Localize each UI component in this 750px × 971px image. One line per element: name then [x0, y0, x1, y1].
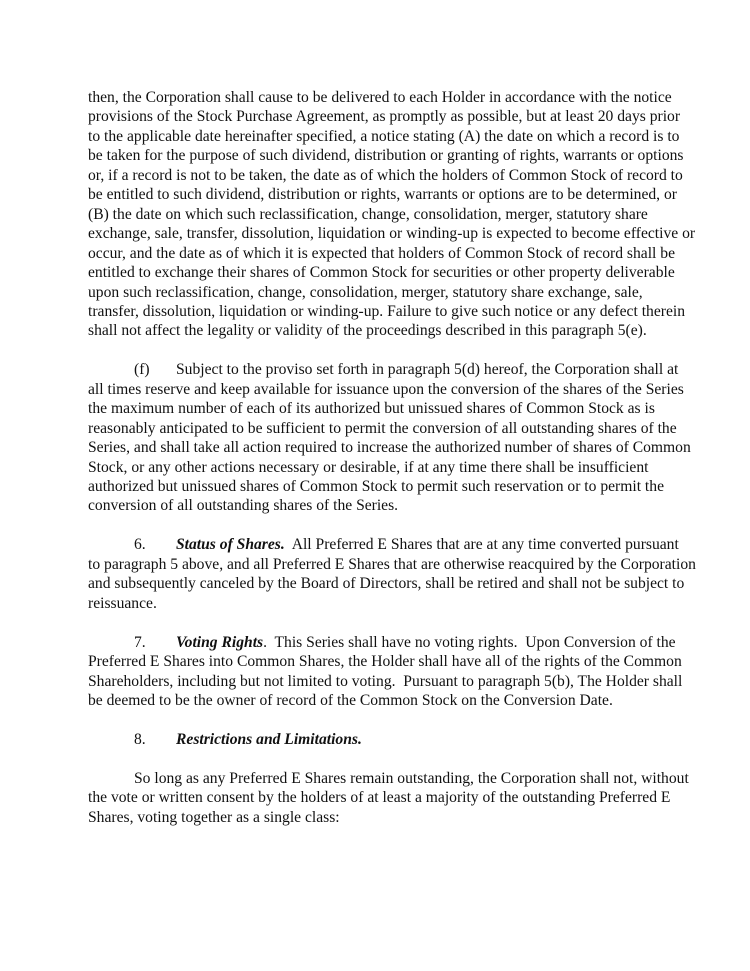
body-text: . This Series shall have no voting rights. Upon Conversion of the: [263, 633, 676, 651]
paragraph-0-line: [88, 205, 648, 224]
body-text: authorized but unissued shares of Common Stock to permit such reservation or to permit the: [88, 478, 664, 495]
body-text: upon such reclassification, change, consolidation, merger, statutory share exchange, sale,: [88, 283, 643, 301]
section-number: (f): [134, 361, 150, 379]
paragraph-5-line: [88, 788, 670, 807]
body-text: be entitled to such dividend, distribution or rights, warrants or options are to be determined, or: [88, 186, 677, 204]
paragraph-3-line: [88, 691, 613, 710]
body-text: Shares, voting together as a single class:: [88, 808, 340, 826]
section-title: Voting Rights: [176, 633, 264, 651]
body-text: occur, and the date as of which it is expected that holders of Common Stock of record shall be: [88, 244, 676, 262]
section-title: Restrictions and Limitations.: [176, 730, 362, 748]
body-text: to the applicable date hereinafter specified, a notice stating (A) the date on which a record is to: [88, 127, 680, 145]
body-text: exchange, sale, transfer, dissolution, liquidation or winding-up is expected to become effective or: [88, 225, 696, 243]
paragraph-1-line: [88, 419, 677, 438]
paragraph-0-line: [88, 321, 647, 340]
body-text: be deemed to be the owner of record of the Common Stock on the Conversion Date.: [88, 691, 613, 709]
paragraph-1-line: [88, 399, 655, 418]
paragraph-1-line: [88, 496, 398, 515]
paragraph-0-line: [88, 107, 680, 126]
section-number: 7.: [134, 633, 146, 651]
body-text: be taken for the purpose of such dividend, distribution or granting of rights, warrants or options: [88, 147, 684, 165]
paragraph-5-line: [88, 769, 689, 788]
body-text: conversion of all outstanding shares of the Series.: [88, 497, 399, 515]
paragraph-2-line: [88, 535, 679, 554]
paragraph-5-line: [88, 808, 340, 827]
body-text: to paragraph 5 above, and all Preferred E Shares that are otherwise reacquired by the Corporation: [88, 555, 696, 573]
paragraph-0-line: [88, 146, 683, 165]
body-text: all times reserve and keep available for issuance upon the conversion of the shares of the Series: [88, 380, 684, 398]
paragraph-0-line: [88, 283, 643, 302]
body-text: reasonably anticipated to be sufficient to permit the conversion of all outstanding shares of the: [88, 419, 677, 437]
paragraph-0-line: [88, 127, 679, 146]
paragraph-1-line: [88, 360, 678, 379]
paragraph-1-line: [88, 458, 648, 477]
body-text: the vote or written consent by the holders of at least a majority of the outstanding Preferred E: [88, 789, 671, 807]
body-text: Stock, or any other actions necessary or desirable, if at any time there shall be insufficient: [88, 458, 649, 476]
paragraph-2-line: [88, 574, 684, 593]
body-text: the maximum number of each of its authorized but unissued shares of Common Stock as is: [88, 400, 655, 418]
paragraph-3-line: [88, 633, 676, 652]
body-text: entitled to exchange their shares of Common Stock for securities or other property deliverable: [88, 264, 675, 282]
section-number: 8.: [134, 730, 146, 748]
paragraph-0-line: [88, 263, 675, 282]
paragraph-0-line: [88, 166, 683, 185]
paragraph-3-line: [88, 672, 682, 691]
paragraph-3-line: [88, 652, 682, 671]
paragraph-0-line: [88, 224, 695, 243]
body-text: reissuance.: [88, 594, 157, 612]
body-text: Subject to the proviso set forth in paragraph 5(d) hereof, the Corporation shall at: [176, 361, 679, 379]
body-text: then, the Corporation shall cause to be delivered to each Holder in accordance with the notice: [88, 89, 672, 106]
paragraph-1-line: [88, 438, 691, 457]
section-number: 6.: [134, 536, 146, 554]
paragraph-1-line: [88, 380, 684, 399]
paragraph-0-line: [88, 88, 672, 107]
paragraph-0-line: [88, 244, 675, 263]
paragraph-0-line: [88, 302, 685, 321]
body-text: Series, and shall take all action required to increase the authorized number of shares of Common: [88, 439, 691, 457]
body-text: shall not affect the legality or validity of the proceedings described in this paragraph 5(e).: [88, 322, 647, 340]
body-text: provisions of the Stock Purchase Agreement, as promptly as possible, but at least 20 days prior: [88, 108, 681, 126]
body-text: Preferred E Shares into Common Shares, the Holder shall have all of the rights of the Common: [88, 653, 682, 671]
paragraph-2-line: [88, 594, 157, 613]
section-title: Status of Shares.: [176, 536, 285, 554]
paragraph-4-line: [88, 730, 362, 749]
body-text: transfer, dissolution, liquidation or winding-up. Failure to give such notice or any defect therein: [88, 302, 685, 320]
paragraph-2-line: [88, 555, 696, 574]
body-text: (B) the date on which such reclassification, change, consolidation, merger, statutory share: [88, 205, 648, 223]
paragraph-1-line: [88, 477, 664, 496]
body-text: Shareholders, including but not limited to voting. Pursuant to paragraph 5(b), The Holder shall: [88, 672, 683, 690]
body-text: All Preferred E Shares that are at any time converted pursuant: [284, 536, 679, 554]
body-text: or, if a record is not to be taken, the date as of which the holders of Common Stock of record to: [88, 166, 683, 184]
body-text: and subsequently canceled by the Board of Directors, shall be retired and shall not be subject to: [88, 575, 685, 593]
paragraph-0-line: [88, 185, 677, 204]
body-text: So long as any Preferred E Shares remain outstanding, the Corporation shall not, without: [134, 769, 689, 787]
